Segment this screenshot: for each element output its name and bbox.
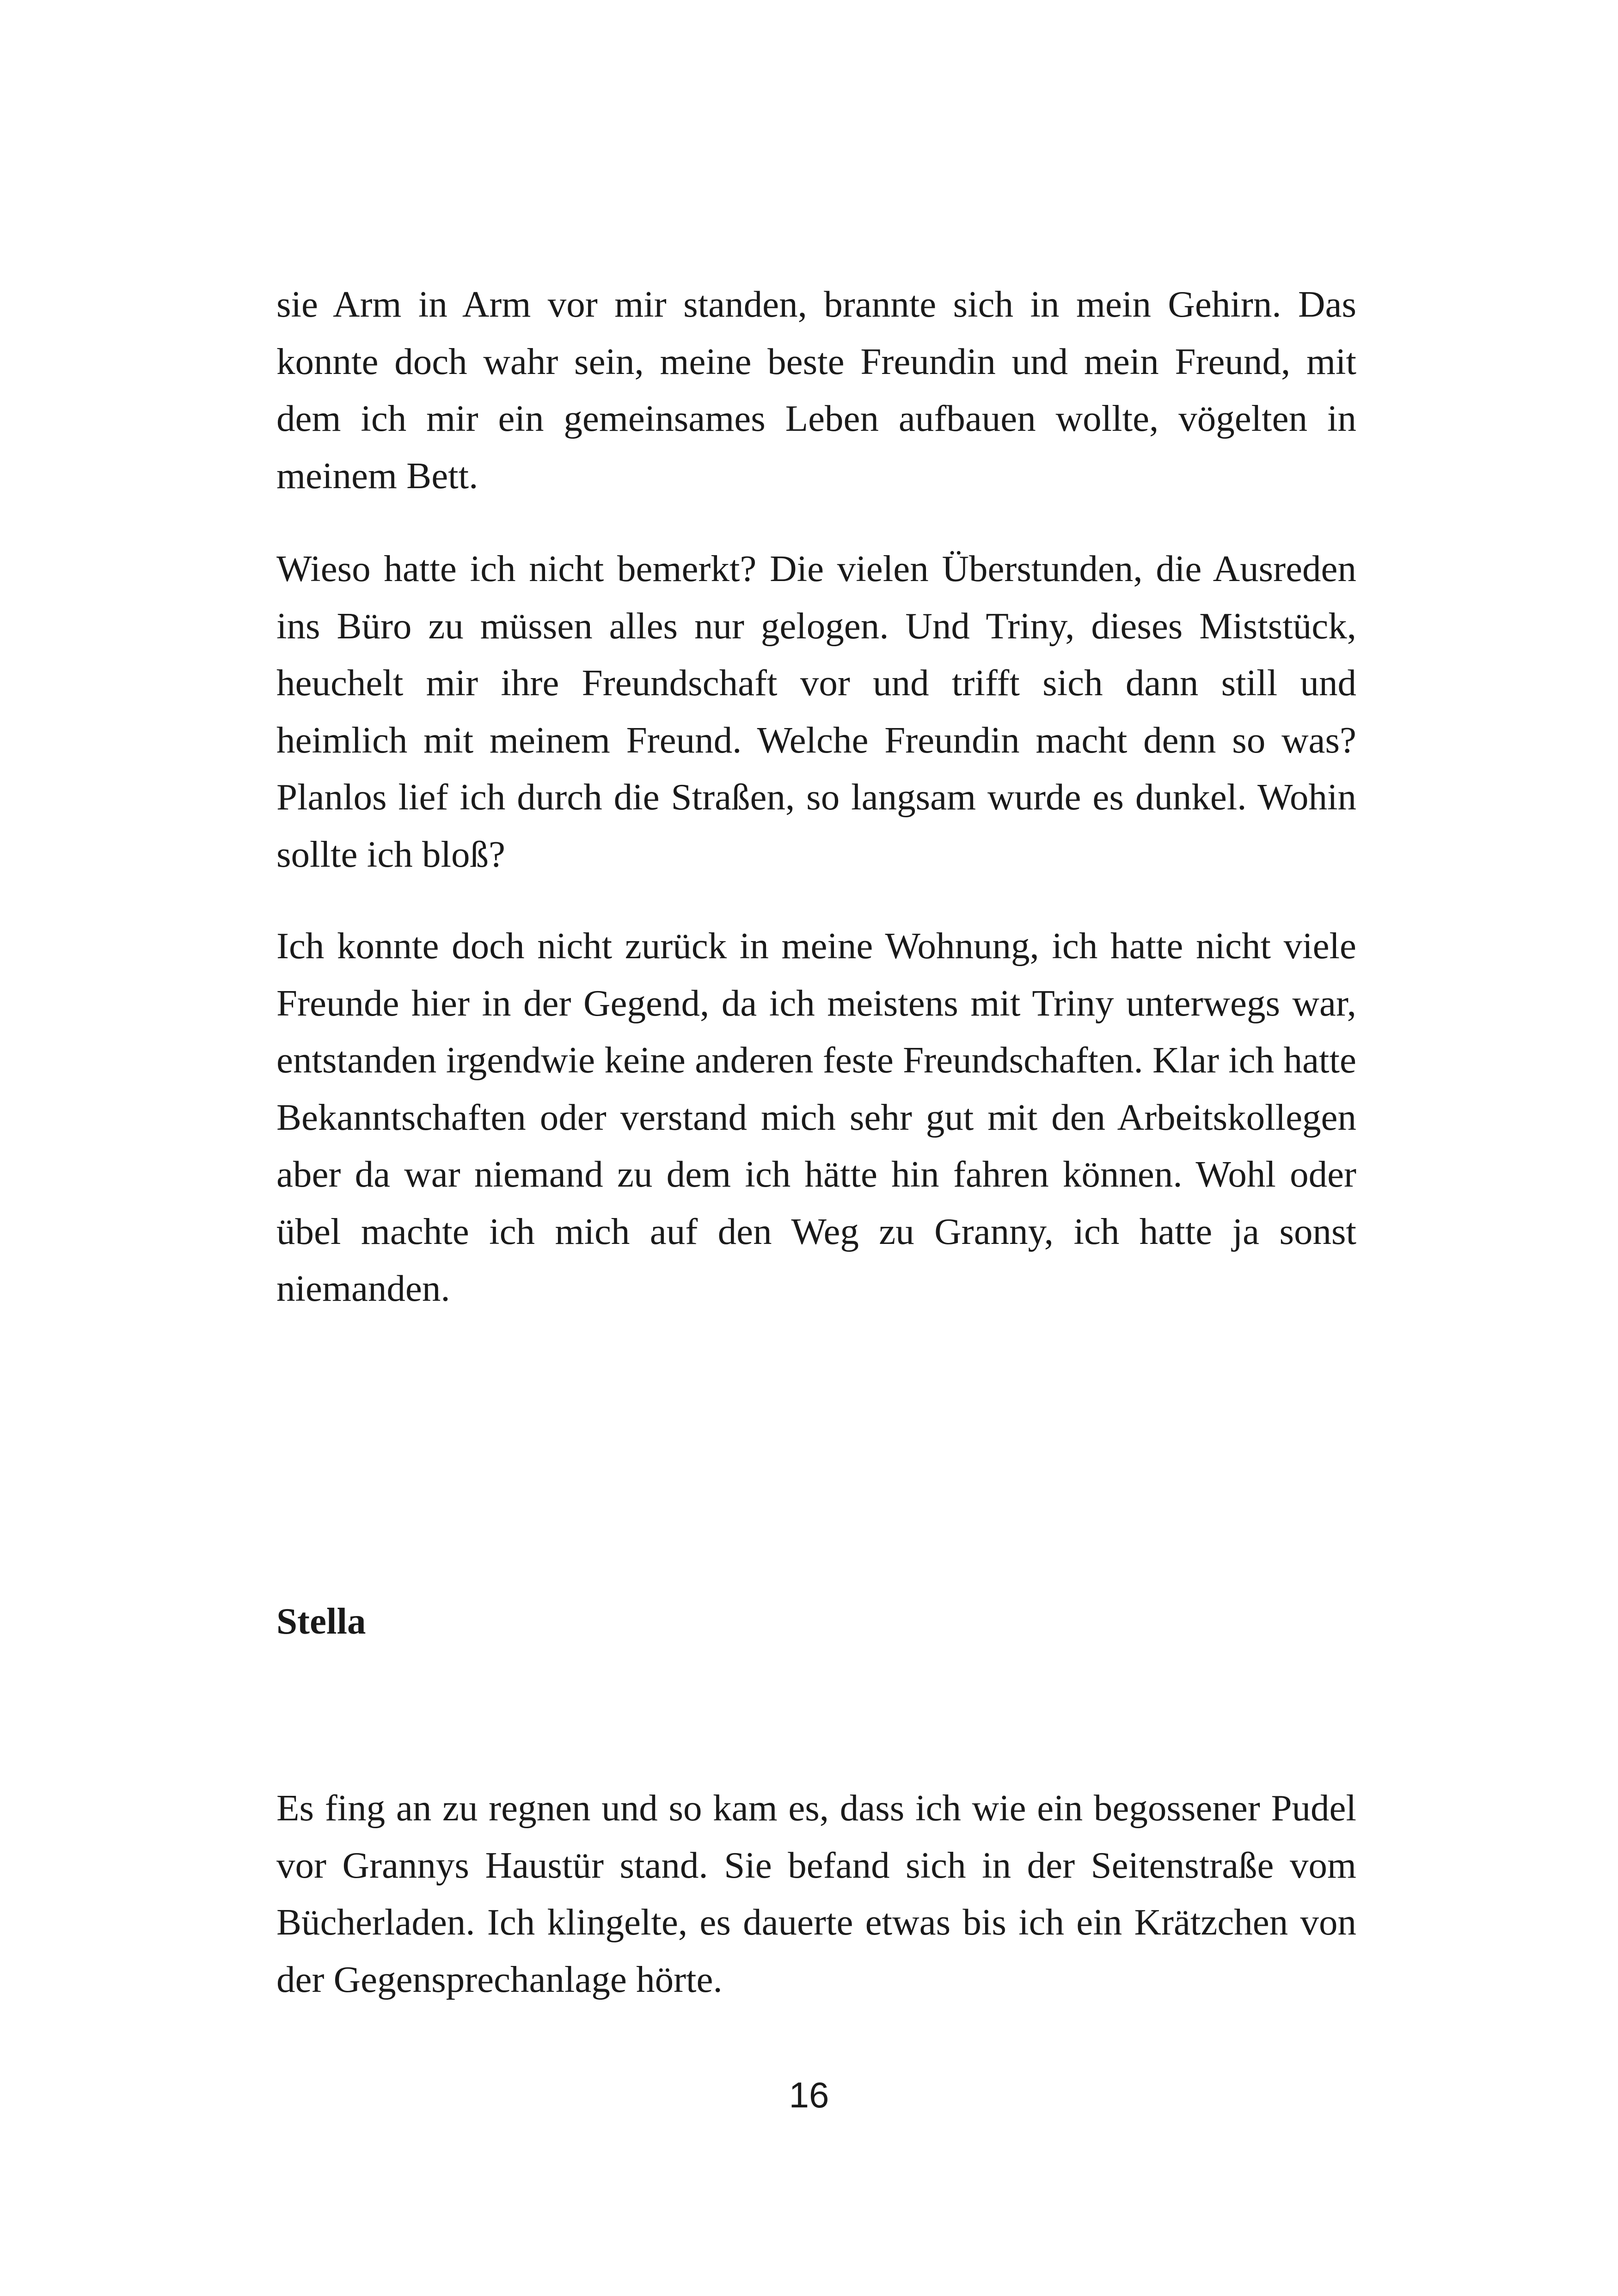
page-number: 16	[789, 2075, 829, 2115]
paragraph-4: Es fing an zu regnen und so kam es, dass ich wie ein begossener Pudel vor Grannys Haustür stand. Sie befand sich in der Seitenstraße vom Bücherladen. Ich klingelte, es dauerte etwas bis ich ein Krätzchen von der Gegensprechanlage hörte.	[276, 1787, 1356, 2000]
paragraph-2: Wieso hatte ich nicht bemerkt? Die vielen Überstunden, die Ausreden ins Büro zu müssen alles nur gelogen. Und Triny, dieses Miststück, heuchelt mir ihre Freundschaft vor und trifft sich dann still und heimlich mit meinem Freund. Welche Freundin macht denn so was? Planlos lief ich durch die Straßen, so langsam wurde es dunkel. Wohin sollte ich bloß?	[276, 548, 1356, 875]
paragraph-3: Ich konnte doch nicht zurück in meine Wohnung, ich hatte nicht viele Freunde hier in der Gegend, da ich meistens mit Triny unterwegs war, entstanden irgendwie keine anderen feste Freundschaften. Klar ich hatte Bekanntschaften oder verstand mich sehr gut mit den Arbeitskollegen aber da war niemand zu dem ich hätte hin fahren können. Wohl oder übel machte ich mich auf den Weg zu Granny, ich hatte ja sonst niemanden.	[276, 925, 1356, 1309]
chapter-heading: Stella	[276, 1600, 366, 1642]
paragraph-1: sie Arm in Arm vor mir standen, brannte sich in mein Gehirn. Das konnte doch wahr sein, meine beste Freundin und mein Freund, mit dem ich mir ein gemeinsames Leben aufbauen wollte, vögelten in meinem Bett.	[276, 283, 1356, 496]
